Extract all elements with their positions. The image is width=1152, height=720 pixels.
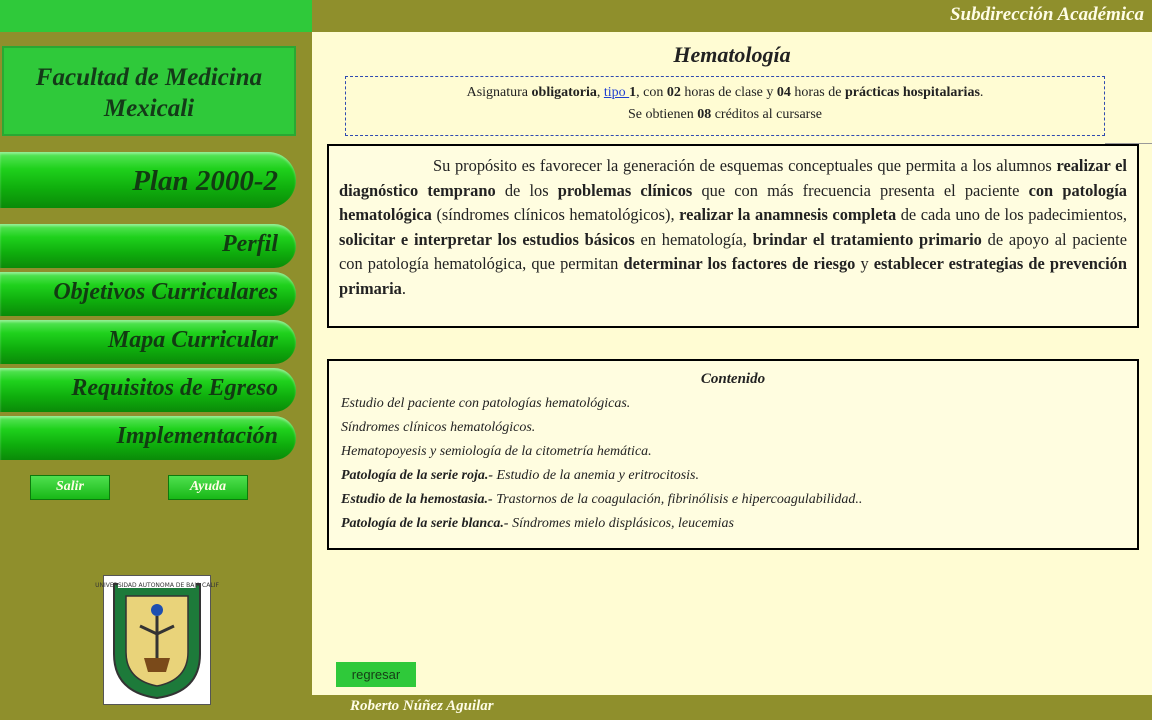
- content-item-head: Patología de la serie roja.-: [341, 468, 494, 483]
- purpose-text: de los: [495, 180, 558, 200]
- content-title: Contenido: [700, 371, 766, 387]
- ayuda-button[interactable]: Ayuda: [168, 475, 248, 500]
- info-text: horas de clase y: [680, 85, 777, 100]
- regresar-button[interactable]: regresar: [336, 662, 416, 687]
- content-item: [341, 464, 1125, 488]
- info-bold: 04: [776, 85, 791, 100]
- purpose-box: [327, 144, 1139, 328]
- purpose-text: Su propósito es favorecer la generación de esquemas conceptuales que permita a los alumnos: [433, 156, 1057, 175]
- content-item: Estudio del paciente con patologías hematológicas.: [341, 396, 631, 411]
- purpose-bold: brindar el tratamiento primario: [752, 229, 982, 249]
- content-item-text: Estudio de la anemia y eritrocitosis.: [493, 468, 700, 483]
- purpose-text: que con más frecuencia presenta el paciente: [692, 180, 1029, 200]
- uabc-shield-icon: [95, 575, 219, 705]
- top-green-strip: [0, 0, 312, 32]
- info-text: horas de: [790, 85, 845, 100]
- info-bold: obligatoria: [531, 85, 597, 100]
- nav-implementacion-label: Implementación: [116, 423, 278, 449]
- page-title: Hematología: [673, 42, 791, 67]
- content-item: [341, 512, 1125, 536]
- salir-button[interactable]: Salir: [30, 475, 110, 500]
- purpose-text: (síndromes clínicos hematológicos),: [431, 205, 680, 224]
- author: Roberto Núñez Aguilar: [350, 698, 494, 714]
- info-bold: 02: [666, 85, 681, 100]
- info-text: ,: [596, 85, 604, 100]
- nav-mapa-label: Mapa Curricular: [107, 327, 278, 353]
- nav-perfil[interactable]: [0, 224, 296, 268]
- content-item-head: Patología de la serie blanca.-: [341, 516, 509, 531]
- purpose-text: .: [401, 278, 406, 298]
- info-text: Se obtienen: [627, 107, 698, 122]
- nav-mapa[interactable]: [0, 320, 296, 364]
- info-bold: 08: [697, 107, 712, 122]
- course-info-line2: [346, 104, 1104, 126]
- nav-requisitos[interactable]: [0, 368, 296, 412]
- content-item: [341, 488, 1125, 512]
- purpose-bold: realizar el diagnóstico temprano: [339, 156, 1127, 200]
- course-info-line1: [346, 82, 1104, 104]
- purpose-text: de cada uno de los padecimientos,: [896, 205, 1127, 224]
- info-text: créditos al cursarse: [711, 107, 822, 122]
- purpose-text: en hematología,: [634, 229, 753, 249]
- nav-objetivos[interactable]: [0, 272, 296, 316]
- purpose-bold: establecer estrategias de prevención primaria: [339, 254, 1127, 298]
- course-info-box: [345, 76, 1105, 136]
- header-subtitle: Subdirección Académica: [949, 4, 1144, 25]
- purpose-bold: problemas clínicos: [557, 180, 693, 200]
- top-bar: [312, 0, 1152, 32]
- tipo-link[interactable]: tipo: [603, 85, 630, 100]
- purpose-bold: realizar la anamnesis completa: [679, 205, 897, 224]
- faculty-line1: Facultad de Medicina: [35, 64, 263, 91]
- info-bold: 1: [629, 85, 637, 100]
- content-item: Hematopoyesis y semiología de la citometría hemática.: [341, 444, 652, 459]
- purpose-text: de apoyo al paciente con patología hematológica, que permitan: [339, 229, 1127, 273]
- content-item-text: Trastornos de la coagulación, fibrinólisis e hipercoagulabilidad..: [492, 492, 863, 507]
- nav-plan[interactable]: [0, 152, 296, 208]
- faculty-title: [2, 46, 296, 136]
- nav-requisitos-label: Requisitos de Egreso: [71, 375, 278, 401]
- faculty-line2: Mexicali: [103, 95, 195, 122]
- info-text: .: [979, 85, 984, 100]
- nav-implementacion[interactable]: [0, 416, 296, 460]
- info-text: , con: [636, 85, 667, 100]
- info-bold: prácticas hospitalarias: [844, 85, 980, 100]
- bottom-bar: [312, 695, 1152, 720]
- content-item: Síndromes clínicos hematológicos.: [341, 420, 536, 435]
- info-text: Asignatura: [466, 85, 532, 100]
- content-item-text: Síndromes mielo displásicos, leucemias: [508, 516, 734, 531]
- nav-plan-label: Plan 2000-2: [132, 165, 278, 197]
- purpose-bold: determinar los factores de riesgo: [623, 254, 856, 273]
- content-box: [327, 359, 1139, 550]
- nav-objetivos-label: Objetivos Curriculares: [53, 279, 278, 305]
- purpose-bold: con patología hematológica: [339, 180, 1127, 224]
- purpose-bold: solicitar e interpretar los estudios básicos: [339, 229, 635, 249]
- content-item-head: Estudio de la hemostasia.-: [341, 492, 493, 507]
- nav-perfil-label: Perfil: [222, 231, 278, 257]
- purpose-text: y: [855, 254, 874, 273]
- svg-text:UNIVERSIDAD AUTONOMA DE BAJA C: UNIVERSIDAD AUTONOMA DE BAJA CALIF: [95, 582, 219, 589]
